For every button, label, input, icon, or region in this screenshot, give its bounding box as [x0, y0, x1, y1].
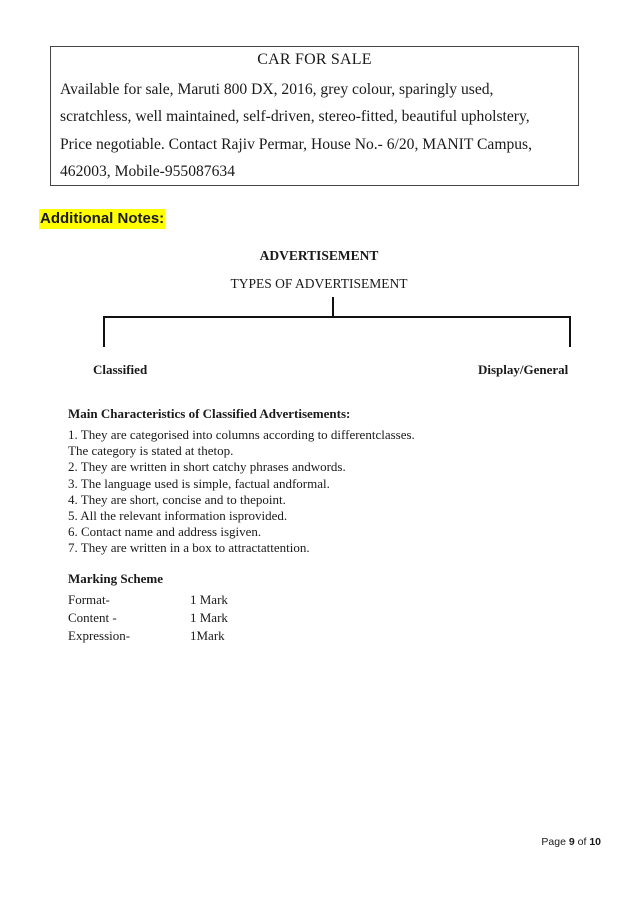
advertisement-body: [60, 76, 570, 186]
diagram-subtitle: TYPES OF ADVERTISEMENT: [230, 276, 408, 291]
list-item: 5. All the relevant information isprovided.: [68, 508, 288, 524]
marking-scheme-heading: Marking Scheme: [68, 571, 163, 586]
additional-notes-heading: Additional Notes:: [40, 210, 165, 227]
page-total: 10: [589, 836, 601, 848]
advertisement-box: [50, 46, 579, 186]
page-footer: [541, 836, 601, 848]
diagram-horizontal-line: [103, 316, 570, 318]
diagram-right-drop-line: [569, 316, 571, 347]
branch-display-general: Display/General: [478, 362, 569, 377]
table-row: [68, 609, 228, 627]
page-number: 9: [568, 836, 575, 848]
list-item: 2. They are written in short catchy phrases andwords.: [68, 459, 346, 475]
advertisement-title: CAR FOR SALE: [257, 51, 372, 68]
advertisement-line: Price negotiable. Contact Rajiv Permar, House No.- 6/20, MANIT Campus,: [60, 135, 533, 153]
list-item: The category is stated at thetop.: [68, 443, 234, 459]
scheme-label: Expression-: [68, 628, 131, 643]
list-item: 7. They are written in a box to attractattention.: [68, 540, 310, 556]
advertisement-line: scratchless, well maintained, self-driven, stereo-fitted, beautiful upholstery,: [60, 108, 530, 126]
scheme-label: Format-: [68, 592, 110, 607]
advertisement-line: 462003, Mobile-955087634: [60, 163, 235, 181]
scheme-value: 1 Mark: [190, 592, 228, 607]
table-row: [68, 627, 228, 645]
diagram-left-drop-line: [103, 316, 105, 347]
marking-scheme-table: [68, 591, 228, 645]
list-item: 6. Contact name and address isgiven.: [68, 524, 262, 540]
scheme-label: Content -: [68, 610, 117, 625]
list-item: 3. The language used is simple, factual andformal.: [68, 475, 330, 491]
list-item: 4. They are short, concise and to thepoint.: [68, 491, 286, 507]
characteristics-list: [68, 427, 415, 557]
scheme-value: 1Mark: [190, 628, 225, 643]
characteristics-heading: Main Characteristics of Classified Advertisements:: [68, 406, 351, 421]
table-row: [68, 591, 228, 609]
page-of: of: [574, 836, 590, 848]
diagram-title: ADVERTISEMENT: [259, 248, 379, 263]
branch-classified: Classified: [93, 362, 148, 377]
scheme-value: 1 Mark: [190, 610, 228, 625]
advertisement-line: Available for sale, Maruti 800 DX, 2016, grey colour, sparingly used,: [60, 81, 494, 98]
list-item: 1. They are categorised into columns according to differentclasses.: [68, 427, 415, 442]
diagram-stem-line: [332, 297, 334, 317]
page-prefix: Page: [541, 836, 569, 848]
